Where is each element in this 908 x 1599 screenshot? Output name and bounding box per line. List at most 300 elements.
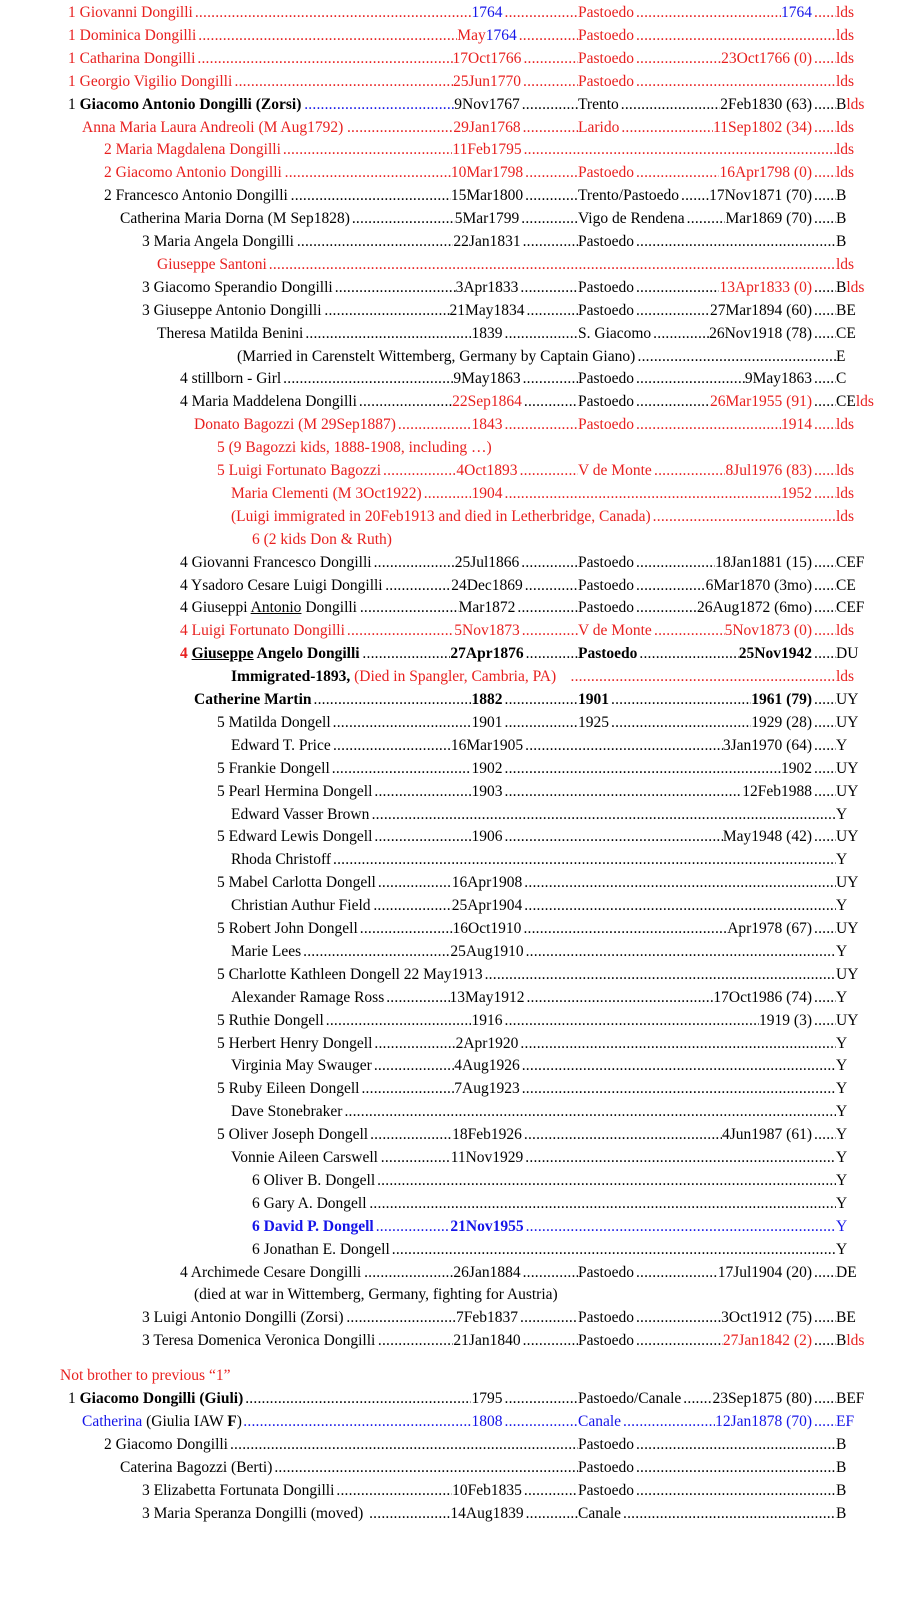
person-name xyxy=(252,1239,390,1261)
birth-month: May xyxy=(457,26,486,44)
birth-year: 17Oct1766 xyxy=(452,49,522,67)
birth-date xyxy=(472,323,503,345)
family-row xyxy=(0,346,908,368)
leader-dots xyxy=(524,139,836,161)
birth-date xyxy=(453,368,520,390)
person-name xyxy=(231,987,384,1009)
birth-date xyxy=(454,620,519,642)
birth-date xyxy=(472,414,503,436)
birth-date xyxy=(450,987,525,1009)
record-code xyxy=(836,368,846,390)
leader-dots xyxy=(378,872,452,894)
code-text: B xyxy=(836,1481,847,1499)
family-row xyxy=(0,1033,908,1055)
birth-year: 21May1834 xyxy=(449,301,525,319)
name-text: 5 Matilda Dongell xyxy=(217,713,331,731)
record-code xyxy=(836,208,846,230)
family-row xyxy=(0,300,908,322)
person-name xyxy=(237,346,635,368)
death-date: 3Jan1970 (64) xyxy=(722,736,812,754)
leader-dots xyxy=(373,895,451,917)
birth-place: Pastoedo xyxy=(578,1332,634,1350)
generation-number: 4 xyxy=(180,645,192,663)
family-row xyxy=(0,758,908,780)
leader-dots xyxy=(352,208,455,230)
leader-dots xyxy=(519,25,578,47)
leader-dots xyxy=(522,94,578,116)
birth-place: Pastoedo xyxy=(578,576,634,594)
death-date: 26Aug1872 (6mo) xyxy=(697,599,812,617)
name-underlined: Antonio xyxy=(250,599,302,617)
birth-date xyxy=(454,94,519,116)
death-date: 17Jul1904 (20) xyxy=(717,1263,812,1281)
name-text: (Married in Carenstelt Wittemberg, Germany by Captain Giano) xyxy=(237,347,636,365)
birth-place: S. Giacomo xyxy=(578,324,652,342)
code-text: UY xyxy=(836,713,859,731)
code-text: Y xyxy=(836,851,848,869)
name-text: Theresa Matilda Benini xyxy=(157,324,304,342)
code-text: Y xyxy=(836,736,848,754)
code-text: Y xyxy=(836,1080,848,1098)
leader-dots xyxy=(636,25,836,47)
leader-dots xyxy=(636,231,836,253)
family-row xyxy=(0,71,908,93)
code-text: lds xyxy=(836,141,855,159)
family-row xyxy=(0,941,908,963)
code-text: DU xyxy=(836,645,859,663)
name-part: 4 Giuseppi xyxy=(180,599,251,617)
name-underlined: Giuseppe xyxy=(191,645,254,663)
person-name xyxy=(217,1078,360,1100)
death-date: 11Sep1802 (34) xyxy=(713,118,812,136)
birth-place: Trento/Pastoedo xyxy=(578,187,680,205)
person-name xyxy=(120,1457,272,1479)
leader-dots xyxy=(245,1388,471,1410)
name-note: (Died in Spangler, Cambria, PA) xyxy=(350,668,557,686)
name-text: 1 Georgio Vigilio Dongilli xyxy=(68,72,233,90)
leader-dots xyxy=(636,277,719,299)
leader-dots xyxy=(653,506,836,528)
birth-date xyxy=(453,918,522,940)
code-text: Y xyxy=(836,1103,848,1121)
birth-date xyxy=(453,117,520,139)
leader-dots xyxy=(360,918,453,940)
birth-place: Canale xyxy=(578,1412,622,1430)
leader-dots xyxy=(814,162,836,184)
birth-date xyxy=(459,597,516,619)
leader-dots xyxy=(243,1411,471,1433)
person-name xyxy=(231,506,651,528)
person-name xyxy=(252,1216,374,1238)
code-part: B xyxy=(836,278,847,296)
name-text: 6 Gary A. Dongell xyxy=(252,1194,367,1212)
leader-dots xyxy=(369,1193,836,1215)
birth-place: Pastoedo xyxy=(578,1481,634,1499)
birth-date xyxy=(452,139,521,161)
family-row xyxy=(0,895,908,917)
name-text: 3 Maria Angela Dongilli xyxy=(142,233,294,250)
birth-date xyxy=(453,1330,520,1352)
birth-date xyxy=(452,1124,522,1146)
leader-dots xyxy=(814,1010,836,1032)
leader-dots xyxy=(291,185,451,207)
name-note: F xyxy=(227,1412,237,1430)
birth-year: 15Mar1800 xyxy=(450,187,524,205)
code-text: C xyxy=(836,370,847,388)
record-code xyxy=(836,758,858,780)
code-text: DE xyxy=(836,1263,857,1281)
leader-dots xyxy=(361,1078,454,1100)
person-name xyxy=(217,712,331,734)
name-text: 2 Giacomo Dongilli xyxy=(104,1435,228,1453)
leader-dots xyxy=(386,987,449,1009)
record-code xyxy=(836,185,846,207)
birth-year: 5Nov1873 xyxy=(454,622,520,640)
code-text: lds xyxy=(836,72,855,90)
leader-dots xyxy=(526,1216,836,1238)
record-code xyxy=(836,1124,847,1146)
leader-dots xyxy=(505,2,579,24)
leader-dots xyxy=(814,712,836,734)
code-lds: lds xyxy=(846,1332,865,1350)
name-text: 5 Pearl Hermina Dongell xyxy=(217,782,373,800)
code-text: UY xyxy=(836,874,859,892)
code-part: B xyxy=(836,95,847,113)
leader-dots xyxy=(814,94,836,116)
record-code xyxy=(836,1010,858,1032)
name-text: 3 Teresa Domenica Veronica Dongilli xyxy=(142,1332,376,1350)
birth-year: 7Aug1923 xyxy=(454,1080,520,1098)
death-date: 18Jan1881 (15) xyxy=(715,553,812,571)
record-code xyxy=(836,575,856,597)
record-code xyxy=(836,712,858,734)
record-code xyxy=(836,895,847,917)
leader-dots xyxy=(360,597,459,619)
death-date: 17Nov1871 (70) xyxy=(709,187,812,205)
death-date: 9May1863 xyxy=(744,370,812,388)
record-code xyxy=(836,918,858,940)
leader-dots xyxy=(377,1170,836,1192)
leader-dots xyxy=(195,2,472,24)
family-row xyxy=(0,1262,908,1284)
birth-year: 1916 xyxy=(471,1011,503,1029)
leader-dots xyxy=(520,460,578,482)
birth-date xyxy=(452,872,523,894)
birth-year: 1882 xyxy=(471,691,503,708)
leader-dots xyxy=(378,1330,454,1352)
family2-row xyxy=(0,1411,908,1433)
leader-dots xyxy=(523,1330,578,1352)
code-text: Y xyxy=(836,1034,848,1052)
record-code xyxy=(836,941,847,963)
birth-date xyxy=(451,575,522,597)
name-text: 5 Robert John Dongell xyxy=(217,920,358,937)
name-text: Giuseppe Santoni xyxy=(157,255,267,273)
family-row xyxy=(0,529,908,551)
leader-dots xyxy=(385,575,451,597)
code-text: E xyxy=(836,347,846,365)
code-text: Y xyxy=(836,942,848,960)
birth-year: 24Dec1869 xyxy=(451,576,523,594)
birth-year: 16Mar1905 xyxy=(450,736,524,754)
code-text: UY xyxy=(836,1011,859,1029)
birth-year: 10Mar1798 xyxy=(450,164,524,182)
record-code xyxy=(836,300,856,322)
death-date: 6Mar1870 (3mo) xyxy=(705,576,812,594)
birth-year: 22Jan1831 xyxy=(453,233,521,250)
birth-year: 1808 xyxy=(471,1412,503,1430)
leader-dots xyxy=(814,735,836,757)
leader-dots xyxy=(814,300,836,322)
person-name xyxy=(180,391,357,413)
birth-date xyxy=(472,1010,503,1032)
leader-dots xyxy=(654,620,725,642)
leader-dots xyxy=(814,575,836,597)
leader-dots xyxy=(639,643,738,665)
birth-date xyxy=(453,231,520,253)
leader-dots xyxy=(814,368,836,390)
leader-dots xyxy=(636,597,697,619)
leader-dots xyxy=(654,460,725,482)
birth-date xyxy=(454,1078,519,1100)
family-row xyxy=(0,597,908,619)
family-row xyxy=(0,437,908,459)
birth-place: Pastoedo xyxy=(578,599,634,617)
code-text: lds xyxy=(836,507,855,525)
person-name xyxy=(231,1101,342,1123)
birth-year: 5Mar1799 xyxy=(454,210,520,228)
birth-year: 25Aug1910 xyxy=(450,942,524,960)
leader-dots xyxy=(524,1480,578,1502)
record-code xyxy=(836,597,864,619)
birth-date xyxy=(472,689,503,711)
person-name xyxy=(142,277,333,299)
code-text: Y xyxy=(836,1149,848,1166)
record-code xyxy=(836,323,856,345)
family-row xyxy=(0,826,908,848)
name-text: 4 Luigi Fortunato Dongilli xyxy=(180,622,345,640)
name-text: Dave Stonebraker xyxy=(231,1103,343,1121)
birth-year: 3Apr1833 xyxy=(455,278,519,296)
family-row xyxy=(0,1078,908,1100)
record-code xyxy=(836,1307,856,1329)
birth-date xyxy=(456,277,519,299)
name-text: (Luigi immigrated in 20Feb1913 and died in Letherbridge, Canada) xyxy=(231,507,651,525)
leader-dots xyxy=(814,185,836,207)
birth-date xyxy=(472,712,503,734)
birth-year: 1906 xyxy=(471,828,503,846)
name-text: 1 Dominica Dongilli xyxy=(68,26,197,44)
person-name xyxy=(180,575,383,597)
family-row xyxy=(0,483,908,505)
family-row xyxy=(0,277,908,299)
leader-dots xyxy=(814,1330,836,1352)
birth-year: 1795 xyxy=(471,1390,503,1407)
code-text: B xyxy=(836,1504,847,1522)
code-text: EF xyxy=(836,1412,855,1430)
person-name xyxy=(180,643,360,665)
birth-date xyxy=(455,208,520,230)
leader-dots xyxy=(362,643,450,665)
family-row xyxy=(0,689,908,711)
leader-dots xyxy=(326,1010,472,1032)
birth-year: 2Apr1920 xyxy=(455,1034,519,1052)
leader-dots xyxy=(571,666,836,688)
person-name xyxy=(142,300,322,322)
leader-dots xyxy=(505,483,782,505)
code-text: lds xyxy=(836,462,855,479)
leader-dots xyxy=(814,2,836,24)
leader-dots xyxy=(524,895,836,917)
person-name xyxy=(180,1262,361,1284)
leader-dots xyxy=(523,231,578,253)
leader-dots xyxy=(424,483,472,505)
leader-dots xyxy=(303,941,450,963)
leader-dots xyxy=(314,689,472,711)
record-code xyxy=(836,162,854,184)
name-text: 5 Oliver Joseph Dongell xyxy=(217,1126,369,1144)
person-name xyxy=(68,1388,243,1410)
death-date: May1948 (42) xyxy=(722,828,812,846)
generation-number: 1 xyxy=(68,95,80,113)
person-name xyxy=(157,323,303,345)
code-text: CE xyxy=(836,324,856,342)
record-code xyxy=(836,414,854,436)
family-row xyxy=(0,139,908,161)
leader-dots xyxy=(505,826,723,848)
name-text: 4 Maria Maddelena Dongilli xyxy=(180,393,357,411)
name-note: ) xyxy=(236,1412,242,1430)
person-name xyxy=(104,185,288,207)
birth-place: V de Monte xyxy=(578,462,652,479)
leader-dots xyxy=(336,1480,452,1502)
family-row xyxy=(0,185,908,207)
birth-place: Pastoedo xyxy=(578,26,634,44)
family2-row xyxy=(0,1434,908,1456)
person-name xyxy=(142,1480,334,1502)
death-date: 1929 (28) xyxy=(751,713,812,731)
birth-year: 11Feb1795 xyxy=(452,141,522,159)
name-text: Catherine Martin xyxy=(194,691,312,708)
birth-year: 11Nov1929 xyxy=(450,1149,524,1166)
birth-year: 25Apr1904 xyxy=(451,897,523,915)
death-date: 1952 xyxy=(781,484,812,502)
family-row xyxy=(0,1147,908,1169)
leader-dots xyxy=(283,139,453,161)
death-date: 26Nov1918 (78) xyxy=(709,324,812,342)
record-code xyxy=(836,1457,846,1479)
code-text: BE xyxy=(836,1309,856,1327)
record-code xyxy=(836,391,874,413)
code-text: Y xyxy=(836,1217,848,1235)
family-row xyxy=(0,323,908,345)
leader-dots xyxy=(814,552,836,574)
record-code xyxy=(836,71,854,93)
name-text: Alexander Ramage Ross xyxy=(231,988,385,1006)
person-name xyxy=(231,941,301,963)
name-text: 3 Luigi Antonio Dongilli (Zorsi) xyxy=(142,1309,344,1327)
person-name xyxy=(82,1411,242,1433)
leader-dots xyxy=(621,117,713,139)
code-text: B xyxy=(836,1435,847,1453)
family-row xyxy=(0,712,908,734)
family-row xyxy=(0,1307,908,1329)
record-code xyxy=(836,25,854,47)
family2-row xyxy=(0,1480,908,1502)
birth-place: Pastoedo/Canale xyxy=(578,1390,682,1407)
name-text: 2 Francesco Antonio Dongilli xyxy=(104,187,288,205)
leader-dots xyxy=(369,1503,450,1525)
birth-date xyxy=(454,1055,519,1077)
death-date: 1764 xyxy=(781,4,812,21)
leader-dots xyxy=(636,71,836,93)
record-code xyxy=(836,1330,864,1352)
leader-dots xyxy=(814,826,836,848)
code-text: CEF xyxy=(836,553,865,571)
person-name xyxy=(82,117,343,139)
death-date: 1919 (3) xyxy=(759,1011,812,1029)
death-date: 4Jun1987 (61) xyxy=(722,1126,812,1144)
birth-year: 21Jan1840 xyxy=(453,1332,521,1350)
family-row xyxy=(0,414,908,436)
person-name xyxy=(68,71,232,93)
record-code xyxy=(836,117,854,139)
leader-dots xyxy=(636,414,781,436)
name-text: 5 Luigi Fortunato Bagozzi xyxy=(217,462,382,479)
family-row xyxy=(0,48,908,70)
leader-dots xyxy=(333,712,472,734)
name-text: Edward Vasser Brown xyxy=(231,805,370,823)
leader-dots xyxy=(372,804,836,826)
leader-dots xyxy=(636,1307,721,1329)
code-text: UY xyxy=(836,965,859,983)
record-code xyxy=(836,1147,847,1169)
leader-dots xyxy=(814,460,836,482)
leader-dots xyxy=(505,323,579,345)
record-code xyxy=(836,1480,846,1502)
code-text: lds xyxy=(836,255,855,273)
birth-place: Pastoedo xyxy=(578,370,634,388)
death-date: 23Sep1875 (80) xyxy=(712,1390,812,1407)
death-date: 3Oct1912 (75) xyxy=(721,1309,812,1327)
leader-dots xyxy=(505,1010,760,1032)
record-code xyxy=(836,1170,847,1192)
leader-dots xyxy=(611,689,751,711)
birth-date xyxy=(453,71,521,93)
person-name xyxy=(231,1055,372,1077)
record-code xyxy=(836,781,858,803)
birth-place: Pastoedo xyxy=(578,49,634,67)
birth-date xyxy=(451,1147,524,1169)
name-text: Immigrated-1893, xyxy=(231,668,351,686)
code-text: Y xyxy=(836,1240,848,1258)
leader-dots xyxy=(505,414,579,436)
person-name xyxy=(217,826,372,848)
person-name xyxy=(104,139,281,161)
code-text: UY xyxy=(836,691,859,708)
family2-row xyxy=(0,1503,908,1525)
name-text: 5 Charlotte Kathleen Dongell 22 May1913 xyxy=(217,965,483,983)
person-name xyxy=(231,1147,378,1169)
family-row xyxy=(0,1055,908,1077)
leader-dots xyxy=(814,643,836,665)
birth-year: 18Feb1926 xyxy=(452,1126,522,1144)
family-row xyxy=(0,987,908,1009)
code-text: Y xyxy=(836,1126,848,1144)
leader-dots xyxy=(347,117,453,139)
birth-place: Pastoedo xyxy=(578,278,634,296)
leader-dots xyxy=(505,781,743,803)
